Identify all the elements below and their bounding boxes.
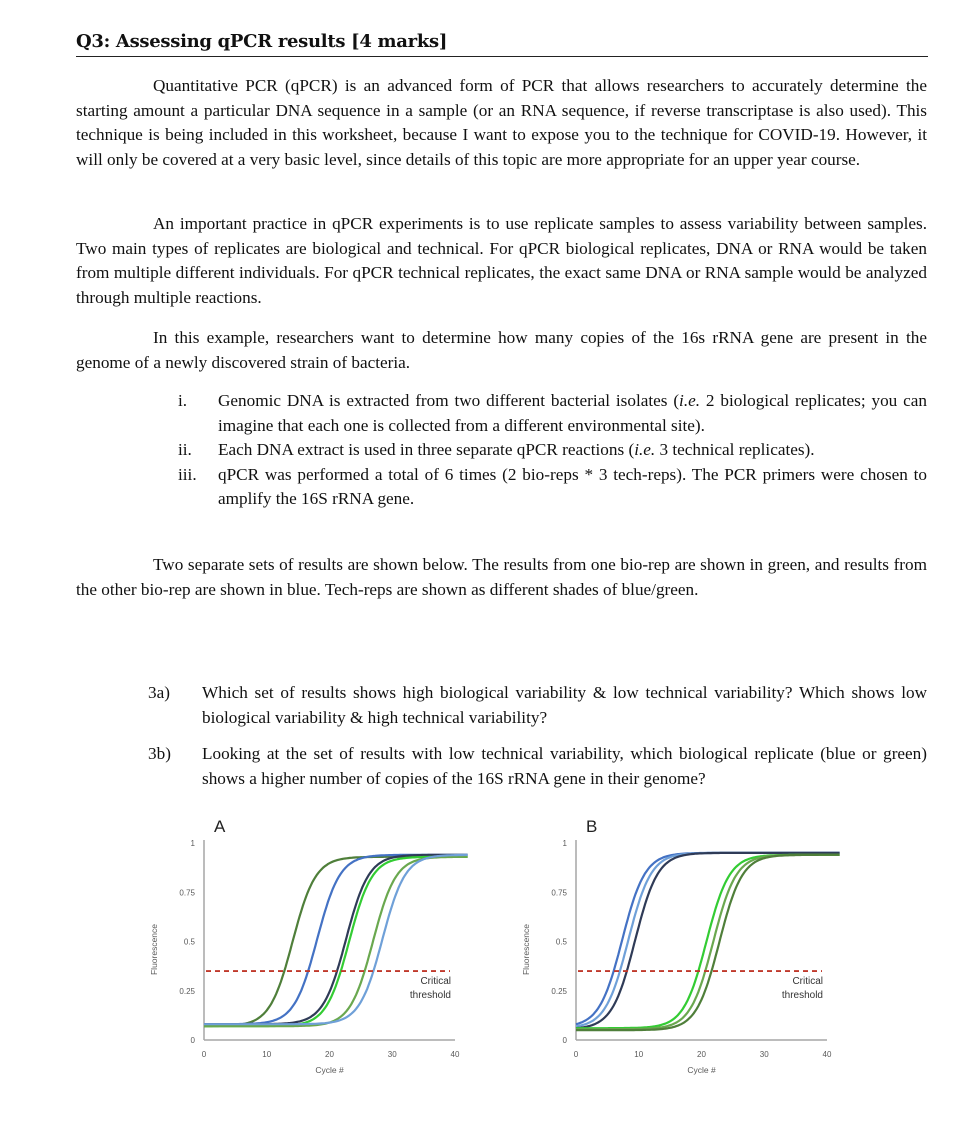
results-intro-text: Two separate sets of results are shown below. The results from one bio-rep are shown in green, and results from the other bio-rep are shown in blue. Tech-reps are shown as different shades of blue/green. [76,555,927,599]
subquestion-label: 3b) [148,744,171,763]
y-tick-label: 0.25 [551,986,567,996]
title-underline [76,56,928,57]
threshold-label: threshold [781,990,823,1002]
x-axis-label: Cycle # [687,1065,716,1075]
x-tick-label: 40 [450,1050,460,1059]
procedure-step [150,438,927,463]
y-tick-label: 0 [190,1036,195,1045]
x-tick-label: 20 [325,1050,334,1059]
example-paragraph [76,326,927,375]
y-tick-label: 0.75 [179,888,195,898]
step-number: i. [178,391,188,410]
threshold-label: Critical [420,976,451,988]
y-tick-label: 0.75 [551,888,567,898]
y-tick-label: 1 [190,839,195,848]
procedure-list [150,389,927,512]
step-number: ii. [178,440,192,459]
y-axis-label: Fluorescence [149,923,159,976]
y-tick-label: 0.25 [179,986,195,996]
subquestions [148,681,927,803]
subquestion-text: Which set of results shows high biological variability & low technical variability? Which shows low biological variability & high technical variability? [202,683,927,727]
x-axis-label: Cycle # [315,1065,344,1075]
subquestion-3b [148,742,927,791]
x-tick-label: 30 [759,1050,769,1059]
x-tick-label: 10 [634,1050,644,1059]
results-intro-paragraph [76,553,927,602]
subquestion-3a [148,681,927,730]
replicates-paragraph [76,212,927,310]
y-tick-label: 0.5 [555,937,567,947]
intro-paragraph [76,74,927,172]
qpcr-chart-b [512,810,852,1095]
qpcr-chart-a [140,810,480,1095]
chart-svg [512,810,852,1090]
example-paragraph-text: In this example, researchers want to determine how many copies of the 16s rRNA gene are present in the genome of a newly discovered strain of bacteria. [76,328,927,372]
threshold-label: threshold [409,990,451,1002]
step-text: Genomic DNA is extracted from two different bacterial isolates (i.e. 2 biological replicates; you can imagine that each one is collected from a different environmental site). [218,391,927,435]
x-tick-label: 30 [387,1050,397,1059]
replicates-paragraph-text: An important practice in qPCR experiments is to use replicate samples to assess variability between samples. Two main types of replicates are biological and technical. For qPCR biological replicates, DNA or RNA would be taken from multiple different individuals. For qPCR technical replicates, the exact same DNA or RNA sample would be analyzed through multiple reactions. [76,214,927,307]
chart-title: A [214,817,226,836]
x-tick-label: 0 [573,1050,579,1059]
x-tick-label: 10 [262,1050,272,1059]
x-tick-label: 0 [201,1050,207,1059]
step-text: qPCR was performed a total of 6 times (2 bio-reps * 3 tech-reps). The PCR primers were chosen to amplify the 16S rRNA gene. [218,464,927,508]
y-tick-label: 0 [562,1036,567,1045]
chart-title: B [586,817,598,836]
subquestion-label: 3a) [148,683,170,702]
step-text: Each DNA extract is used in three separate qPCR reactions (i.e. 3 technical replicates). [218,440,815,459]
y-tick-label: 0.5 [183,937,195,947]
y-axis-label: Fluorescence [521,923,531,976]
x-tick-label: 20 [697,1050,706,1059]
subquestion-text: Looking at the set of results with low technical variability, which biological replicate (blue or green) shows a higher number of copies of the 16S rRNA gene in their genome? [202,744,927,788]
intro-paragraph-text: Quantitative PCR (qPCR) is an advanced form of PCR that allows researchers to accurately determine the starting amount a particular DNA sequence in a sample (or an RNA sequence, if reverse transcriptase is also used). This technique is being included in this worksheet, because I want to expose you to the technique for COVID-19. However, it will only be covered at a very basic level, since details of this topic are more appropriate for an upper year course. [76,76,927,169]
procedure-step [150,389,927,438]
threshold-label: Critical [792,976,823,988]
chart-svg [140,810,480,1090]
procedure-step [150,463,927,512]
x-tick-label: 40 [822,1050,832,1059]
step-number: iii. [178,464,197,484]
question-title: Q3: Assessing qPCR results [4 marks] [76,31,448,52]
y-tick-label: 1 [562,839,567,848]
